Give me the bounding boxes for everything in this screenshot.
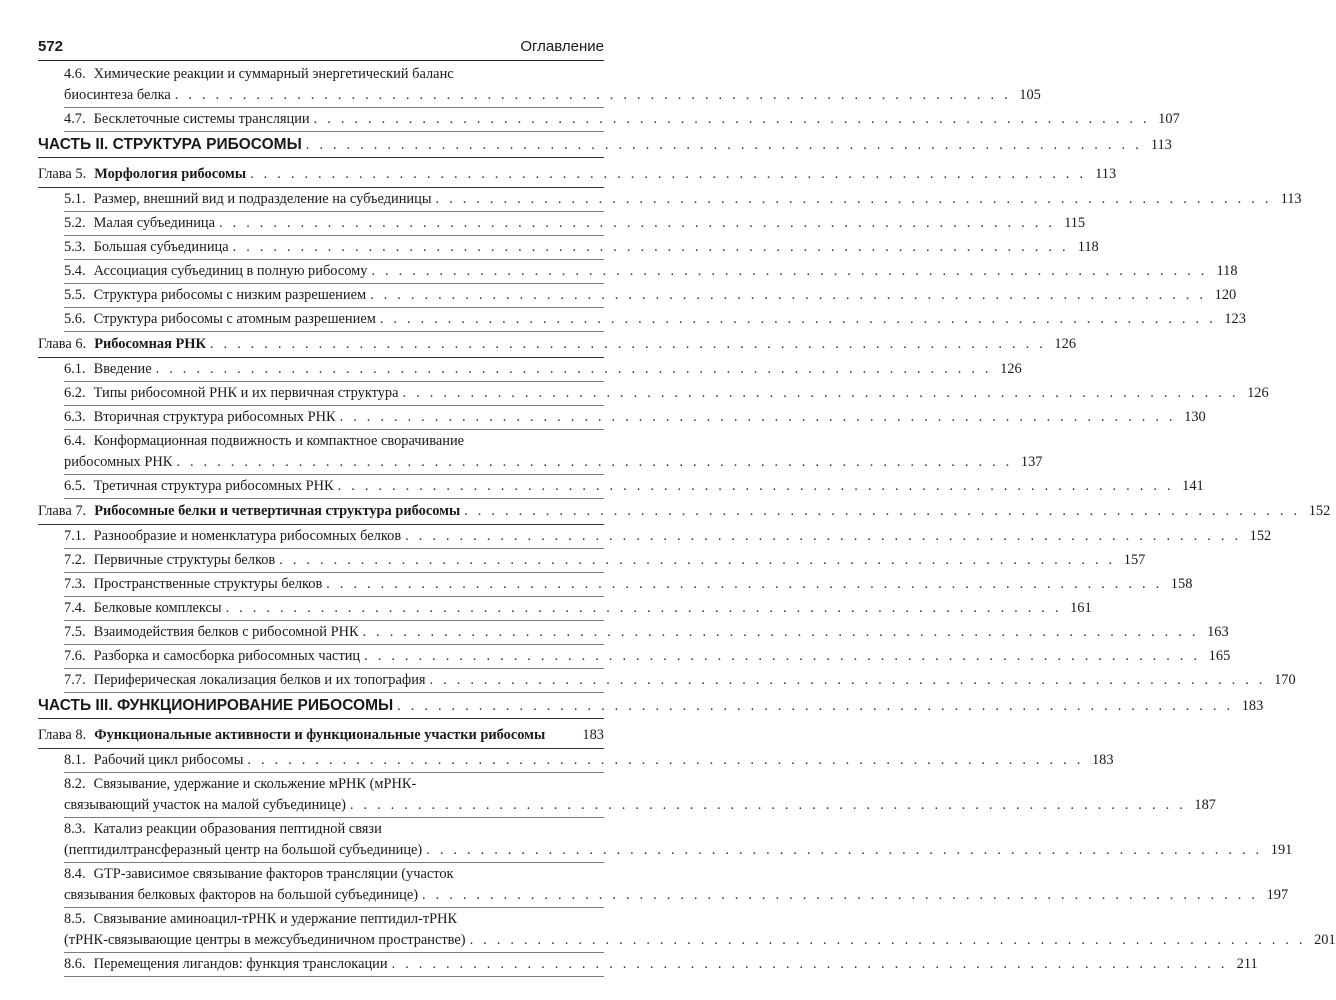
row-divider: [64, 381, 604, 382]
row-divider: [64, 817, 604, 818]
toc-title: Разборка и самосборка рибосомных частиц: [93, 648, 361, 664]
table-of-contents: [38, 64, 1336, 978]
toc-page-number: 183: [1091, 752, 1114, 768]
dot-leader: . . . . . . . . . . . . . . . . . . . . . . . . . . . . . . . . . . . . . . . . . . . . . . . . . . . . . . . . . . . . . .: [326, 576, 1163, 592]
dot-leader: . . . . . . . . . . . . . . . . . . . . . . . . . . . . . . . . . . . . . . . . . . . . . . . . . . . . . . . . . . . . . .: [250, 166, 1087, 182]
toc-title: Катализ реакции образования пептидной связи: [93, 821, 382, 837]
toc-title-continued: связывания белковых факторов на большой субъединице): [64, 887, 419, 903]
toc-title: Взаимодействия белков с рибосомной РНК: [93, 624, 359, 640]
toc-title: Рибосомная РНК: [94, 336, 206, 352]
row-divider: [38, 748, 604, 749]
toc-title: Рабочий цикл рибосомы: [93, 752, 244, 768]
toc-page-number: 197: [1266, 887, 1289, 903]
toc-title: Периферическая локализация белков и их топография: [93, 672, 426, 688]
dot-leader: . . . . . . . . . . . . . . . . . . . . . . . . . . . . . . . . . . . . . . . . . . . . . . . . . . . . . . . . . . . . . .: [247, 752, 1084, 768]
toc-section[interactable]: [38, 261, 1238, 282]
toc-title: Перемещения лигандов: функция транслокации: [93, 956, 388, 972]
toc-page-number: 113: [1150, 137, 1172, 153]
toc-page-number: 120: [1214, 287, 1237, 303]
row-divider: [38, 157, 604, 158]
toc-number: 5.4.: [64, 263, 86, 279]
toc-section[interactable]: [38, 954, 1258, 975]
toc-page-number: 118: [1216, 263, 1238, 279]
dot-leader: . . . . . . . . . . . . . . . . . . . . . . . . . . . . . . . . . . . . . . . . . . . . . . . . . . . . . . . . . . . . . .: [464, 503, 1301, 519]
toc-section[interactable]: [38, 864, 1289, 906]
toc-section[interactable]: [38, 670, 1296, 691]
dot-leader: . . . . . . . . . . . . . . . . . . . . . . . . . . . . . . . . . . . . . . . . . . . . . . . . . . . . . . . . . . . . . .: [349, 797, 1186, 813]
row-divider: [64, 644, 604, 645]
toc-page-number: 157: [1123, 552, 1146, 568]
toc-number: 7.5.: [64, 624, 86, 640]
toc-page-number: 165: [1208, 648, 1231, 664]
toc-page-number: 163: [1207, 624, 1229, 640]
toc-page-number: 158: [1170, 576, 1193, 592]
toc-section[interactable]: [38, 774, 1216, 816]
toc-number: 8.5.: [64, 911, 86, 927]
toc-number: 5.2.: [64, 215, 86, 231]
toc-title: Введение: [93, 361, 152, 377]
dot-leader: . . . . . . . . . . . . . . . . . . . . . . . . . . . . . . . . . . . . . . . . . . . . . . . . . . . . . . . . . . . . . .: [426, 842, 1263, 858]
row-divider: [64, 107, 604, 108]
toc-chapter[interactable]: [38, 724, 604, 747]
toc-number: 6.3.: [64, 409, 86, 425]
dot-leader: . . . . . . . . . . . . . . . . . . . . . . . . . . . . . . . . . . . . . . . . . . . . . . . . . . . . . . . . . . . . . .: [339, 409, 1176, 425]
toc-number: Глава 7.: [38, 503, 87, 519]
toc-section[interactable]: [38, 407, 1206, 428]
row-divider: [64, 331, 604, 332]
toc-section[interactable]: [38, 383, 1269, 404]
toc-number: 8.6.: [64, 956, 86, 972]
toc-title-continued: (тРНК-связывающие центры в межсубъединичном пространстве): [64, 932, 466, 948]
toc-number: 5.1.: [64, 191, 86, 207]
toc-title: Вторичная структура рибосомных РНК: [93, 409, 336, 425]
toc-page-number: 113: [1280, 191, 1302, 207]
toc-section[interactable]: [38, 359, 1022, 380]
toc-number: 7.4.: [64, 600, 86, 616]
toc-section[interactable]: [38, 750, 1114, 771]
dot-leader: . . . . . . . . . . . . . . . . . . . . . . . . . . . . . . . . . . . . . . . . . . . . . . . . . . . . . . . . . . . . . .: [402, 385, 1239, 401]
toc-section[interactable]: [38, 476, 1204, 497]
toc-title: Разнообразие и номенклатура рибосомных белков: [93, 528, 402, 544]
toc-title-continued: связывающий участок на малой субъединице): [64, 797, 346, 813]
toc-page-number: 201: [1314, 932, 1336, 948]
toc-part[interactable]: [38, 694, 1264, 717]
toc-section[interactable]: [38, 431, 1043, 473]
dot-leader: . . . . . . . . . . . . . . . . . . . . . . . . . . . . . . . . . . . . . . . . . . . . . . . . . . . . . . . . . . . . . .: [397, 698, 1234, 714]
row-divider: [64, 548, 604, 549]
row-divider: [64, 976, 604, 977]
toc-title: Структура рибосомы с низким разрешением: [93, 287, 367, 303]
row-divider: [64, 283, 604, 284]
toc-chapter[interactable]: [38, 500, 1331, 523]
toc-page-number: 130: [1184, 409, 1206, 425]
page-number: 572: [38, 38, 64, 55]
toc-section[interactable]: [38, 109, 1180, 130]
toc-page-number: 126: [1000, 361, 1022, 377]
toc-number: 7.3.: [64, 576, 86, 592]
toc-page-number: 183: [582, 727, 604, 743]
toc-page-number: 126: [1247, 385, 1269, 401]
row-divider: [64, 668, 604, 669]
row-divider: [64, 572, 604, 573]
row-divider: [38, 187, 604, 188]
toc-title: Морфология рибосомы: [94, 166, 247, 182]
toc-section[interactable]: [38, 574, 1193, 595]
toc-section[interactable]: [38, 550, 1146, 571]
dot-leader: . . . . . . . . . . . . . . . . . . . . . . . . . . . . . . . . . . . . . . . . . . . . . . . . . . . . . . . . . . . . . .: [371, 263, 1208, 279]
toc-page-number: 183: [1241, 698, 1264, 714]
dot-leader: . . . . . . . . . . . . . . . . . . . . . . . . . . . . . . . . . . . . . . . . . . . . . . . . . . . . . . . . . . . . . .: [337, 478, 1174, 494]
toc-page-number: 118: [1077, 239, 1099, 255]
toc-page-number: 211: [1236, 956, 1258, 972]
header-rule: [38, 60, 604, 61]
toc-number: 6.5.: [64, 478, 86, 494]
toc-title: Малая субъединица: [93, 215, 216, 231]
toc-title: Бесклеточные системы трансляции: [93, 111, 310, 127]
toc-title: Большая субъединица: [93, 239, 229, 255]
toc-title: Связывание аминоацил-тРНК и удержание пептидил-тРНК: [93, 911, 458, 927]
row-divider: [64, 429, 604, 430]
row-divider: [64, 596, 604, 597]
toc-page-number: 152: [1249, 528, 1272, 544]
toc-number: 6.2.: [64, 385, 86, 401]
toc-title: Структура рибосомы с атомным разрешением: [93, 311, 376, 327]
toc-page-number: 191: [1270, 842, 1293, 858]
toc-title: Третичная структура рибосомных РНК: [93, 478, 334, 494]
dot-leader: . . . . . . . . . . . . . . . . . . . . . . . . . . . . . . . . . . . . . . . . . . . . . . . . . . . . . . . . . . . . . .: [232, 239, 1069, 255]
toc-number: 7.1.: [64, 528, 86, 544]
toc-chapter[interactable]: [38, 163, 1117, 186]
toc-section[interactable]: [38, 819, 1293, 861]
toc-page-number: 126: [1054, 336, 1077, 352]
toc-number: 8.2.: [64, 776, 86, 792]
toc-page-number: 113: [1095, 166, 1117, 182]
toc-number: 7.2.: [64, 552, 86, 568]
toc-number: Глава 5.: [38, 166, 87, 182]
toc-page-number: 123: [1224, 311, 1246, 327]
toc-number: 6.4.: [64, 433, 86, 449]
row-divider: [64, 772, 604, 773]
toc-page-number: 105: [1019, 87, 1041, 103]
row-divider: [64, 862, 604, 863]
toc-title-continued: рибосомных РНК: [64, 454, 173, 470]
toc-title: Типы рибосомной РНК и их первичная структура: [93, 385, 399, 401]
toc-title: Конформационная подвижность и компактное сворачивание: [93, 433, 465, 449]
dot-leader: . . . . . . . . . . . . . . . . . . . . . . . . . . . . . . . . . . . . . . . . . . . . . . . . . . . . . . . . . . . . . .: [174, 87, 1011, 103]
dot-leader: . . . . . . . . . . . . . . . . . . . . . . . . . . . . . . . . . . . . . . . . . . . . . . . . . . . . . . . . . . . . . .: [370, 287, 1207, 303]
toc-title: Размер, внешний вид и подразделение на субъединицы: [93, 191, 432, 207]
row-divider: [38, 357, 604, 358]
toc-number: Глава 6.: [38, 336, 87, 352]
toc-page-number: 161: [1070, 600, 1092, 616]
row-divider: [64, 692, 604, 693]
dot-leader: . . . . . . . . . . . . . . . . . . . . . . . . . . . . . . . . . . . . . . . . . . . . . . . . . . . . . . . . . . . . . .: [405, 528, 1242, 544]
row-divider: [64, 211, 604, 212]
dot-leader: . . . . . . . . . . . . . . . . . . . . . . . . . . . . . . . . . . . . . . . . . . . . . . . . . . . . . . . . . . . . . .: [435, 191, 1272, 207]
dot-leader: . . . . . . . . . . . . . . . . . . . . . . . . . . . . . . . . . . . . . . . . . . . . . . . . . . . . . . . . . . . . . .: [429, 672, 1266, 688]
toc-number: 5.5.: [64, 287, 86, 303]
toc-title: ЧАСТЬ II. СТРУКТУРА РИБОСОМЫ: [38, 136, 302, 153]
dot-leader: . . . . . . . . . . . . . . . . . . . . . . . . . . . . . . . . . . . . . . . . . . . . . . . . . . . . . . . . . . . . . .: [176, 454, 1013, 470]
page-header: [38, 38, 604, 62]
row-divider: [38, 718, 604, 719]
toc-section[interactable]: [38, 64, 1041, 106]
dot-leader: . . . . . . . . . . . . . . . . . . . . . . . . . . . . . . . . . . . . . . . . . . . . . . . . . . . . . . . . . . . . . .: [225, 600, 1062, 616]
toc-section[interactable]: [38, 646, 1231, 667]
toc-title: Химические реакции и суммарный энергетический баланс: [93, 66, 454, 82]
toc-page-number: 137: [1020, 454, 1043, 470]
toc-number: 7.7.: [64, 672, 86, 688]
row-divider: [64, 952, 604, 953]
toc-page-number: 141: [1182, 478, 1204, 494]
toc-number: 5.3.: [64, 239, 86, 255]
running-head: Оглавление: [520, 38, 604, 55]
dot-leader: . . . . . . . . . . . . . . . . . . . . . . . . . . . . . . . . . . . . . . . . . . . . . . . . . . . . . . . . . . . . . .: [364, 648, 1201, 664]
toc-title-continued: (пептидилтрансферазный центр на большой субъединице): [64, 842, 423, 858]
toc-title: Рибосомные белки и четвертичная структура рибосомы: [94, 503, 461, 519]
toc-title: GTP-зависимое связывание факторов трансляции (участок: [93, 866, 454, 882]
toc-title: ЧАСТЬ III. ФУНКЦИОНИРОВАНИЕ РИБОСОМЫ: [38, 697, 394, 714]
toc-number: 6.1.: [64, 361, 86, 377]
toc-section[interactable]: [38, 622, 1229, 643]
row-divider: [64, 474, 604, 475]
toc-section[interactable]: [38, 237, 1099, 258]
toc-number: 5.6.: [64, 311, 86, 327]
toc-number: 4.6.: [64, 66, 86, 82]
dot-leader: . . . . . . . . . . . . . . . . . . . . . . . . . . . . . . . . . . . . . . . . . . . . . . . . . . . . . . . . . . . . . .: [219, 215, 1056, 231]
dot-leader: . . . . . . . . . . . . . . . . . . . . . . . . . . . . . . . . . . . . . . . . . . . . . . . . . . . . . . . . . . . . . .: [379, 311, 1216, 327]
dot-leader: . . . . . . . . . . . . . . . . . . . . . . . . . . . . . . . . . . . . . . . . . . . . . . . . . . . . . . . . . . . . . .: [362, 624, 1199, 640]
dot-leader: . . . . . . . . . . . . . . . . . . . . . . . . . . . . . . . . . . . . . . . . . . . . . . . . . . . . . . . . . . . . . .: [391, 956, 1228, 972]
toc-chapter[interactable]: [38, 333, 1077, 356]
row-divider: [64, 235, 604, 236]
toc-number: Глава 8.: [38, 727, 87, 743]
toc-title: Связывание, удержание и скольжение мРНК (мРНК-: [93, 776, 417, 792]
toc-title: Первичные структуры белков: [93, 552, 276, 568]
toc-number: 4.7.: [64, 111, 86, 127]
row-divider: [64, 907, 604, 908]
row-divider: [64, 498, 604, 499]
toc-section[interactable]: [38, 213, 1086, 234]
toc-section[interactable]: [38, 309, 1246, 330]
dot-leader: . . . . . . . . . . . . . . . . . . . . . . . . . . . . . . . . . . . . . . . . . . . . . . . . . . . . . . . . . . . . . .: [313, 111, 1150, 127]
toc-section[interactable]: [38, 189, 1302, 210]
row-divider: [38, 524, 604, 525]
row-divider: [64, 259, 604, 260]
toc-page-number: 107: [1158, 111, 1180, 127]
row-divider: [64, 131, 604, 132]
toc-title: Ассоциация субъединиц в полную рибосому: [93, 263, 368, 279]
row-divider: [64, 620, 604, 621]
toc-title: Белковые комплексы: [93, 600, 222, 616]
dot-leader: . . . . . . . . . . . . . . . . . . . . . . . . . . . . . . . . . . . . . . . . . . . . . . . . . . . . . . . . . . . . . .: [209, 336, 1047, 352]
toc-title: Функциональные активности и функциональные участки рибосомы: [94, 727, 546, 743]
dot-leader: . . . . . . . . . . . . . . . . . . . . . . . . . . . . . . . . . . . . . . . . . . . . . . . . . . . . . . . . . . . . . .: [469, 932, 1306, 948]
toc-title-continued: биосинтеза белка: [64, 87, 171, 103]
toc-number: 7.6.: [64, 648, 86, 664]
toc-number: 8.3.: [64, 821, 86, 837]
toc-section[interactable]: [38, 526, 1272, 547]
toc-page-number: 187: [1194, 797, 1216, 813]
toc-section[interactable]: [38, 598, 1092, 619]
dot-leader: . . . . . . . . . . . . . . . . . . . . . . . . . . . . . . . . . . . . . . . . . . . . . . . . . . . . . . . . . . . . . .: [155, 361, 992, 377]
toc-page-number: 170: [1274, 672, 1296, 688]
toc-title: Пространственные структуры белков: [93, 576, 323, 592]
row-divider: [64, 307, 604, 308]
toc-number: 8.4.: [64, 866, 86, 882]
row-divider: [64, 405, 604, 406]
dot-leader: . . . . . . . . . . . . . . . . . . . . . . . . . . . . . . . . . . . . . . . . . . . . . . . . . . . . . . . . . . . . . .: [422, 887, 1259, 903]
dot-leader: . . . . . . . . . . . . . . . . . . . . . . . . . . . . . . . . . . . . . . . . . . . . . . . . . . . . . . . . . . . . . .: [279, 552, 1116, 568]
toc-section[interactable]: [38, 285, 1237, 306]
toc-page-number: 115: [1064, 215, 1086, 231]
toc-page-number: 152: [1308, 503, 1331, 519]
toc-section[interactable]: [38, 909, 1336, 951]
toc-number: 8.1.: [64, 752, 86, 768]
dot-leader: . . . . . . . . . . . . . . . . . . . . . . . . . . . . . . . . . . . . . . . . . . . . . . . . . . . . . . . . . . . . . .: [305, 137, 1142, 153]
toc-part[interactable]: [38, 133, 1172, 156]
